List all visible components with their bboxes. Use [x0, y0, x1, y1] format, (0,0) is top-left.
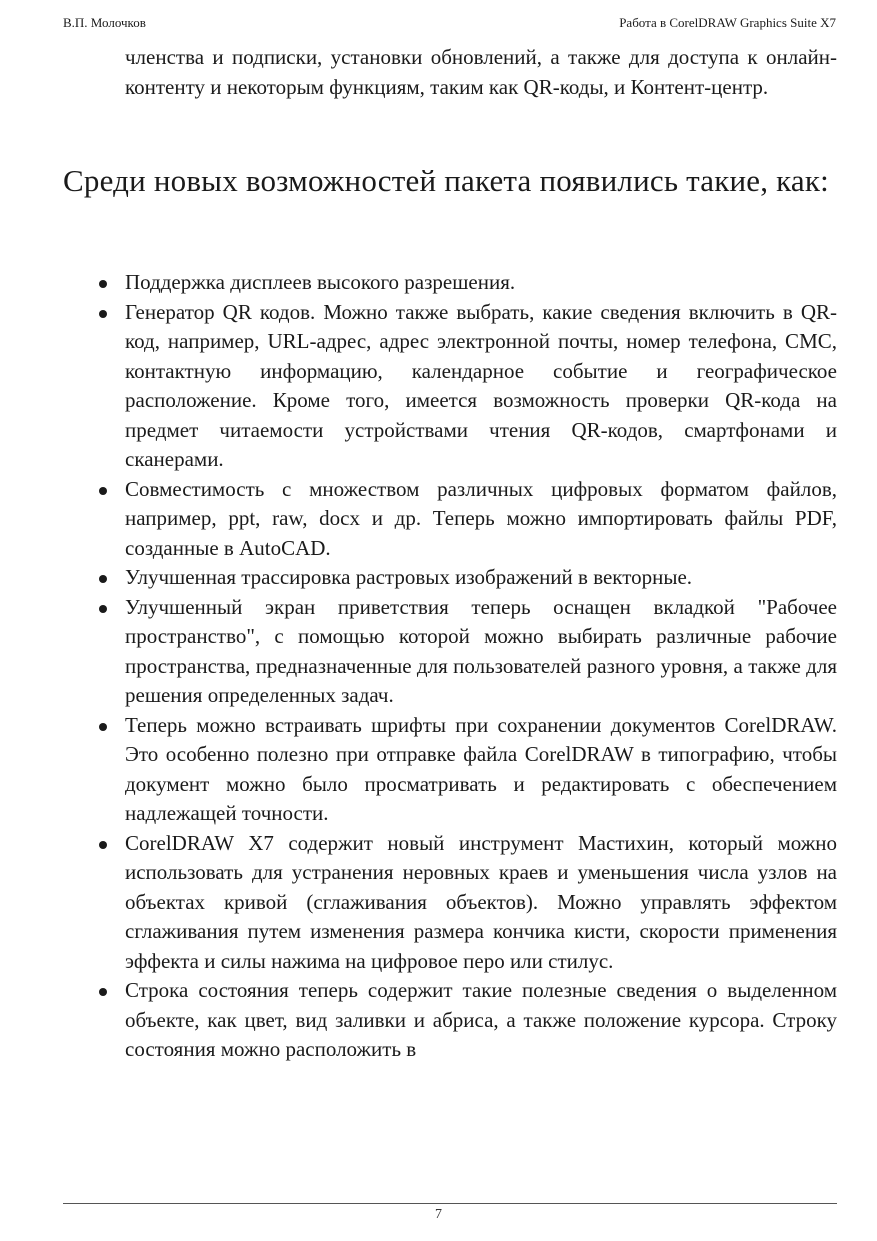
list-item-text: Совместимость с множеством различных цифровых форматом файлов, например, ppt, raw, docx и др. Теперь можно импортировать файлы PDF, созданные в AutoCAD.	[125, 476, 837, 560]
list-item-text: Строка состояния теперь содержит такие полезные сведения о выделенном объекте, как цвет, вид заливки и абриса, а также положение курсора. Строку состояния можно расположить в	[125, 978, 837, 1061]
list-item-text: CorelDRAW X7 содержит новый инструмент Мастихин, который можно использовать для устранения неровных краев и уменьшения числа узлов на объектах кривой (сглаживания объектов). Можно управлять эффектом сглаживания путем изменения размера кончика кисти, скорости применения эффекта и силы нажима на цифровое перо или стилус.	[125, 830, 837, 973]
continued-list-text: членства и подписки, установки обновлений, а также для доступа к онлайн-контенту и некоторым функциям, таким как QR-коды, и Контент-центр.	[125, 45, 837, 99]
list-item-text: Теперь можно встраивать шрифты при сохранении документов CorelDRAW. Это особенно полезно при отправке файла CorelDRAW в типографию, чтобы документ можно было просматривать и редактировать с обеспечением надлежащей точности.	[125, 712, 837, 825]
list-item	[63, 475, 837, 564]
section-heading: Среди новых возможностей пакета появились такие, как:	[63, 163, 829, 198]
running-header-author: В.П. Молочков	[63, 15, 146, 30]
list-item	[63, 829, 837, 977]
bullet-icon	[99, 280, 107, 288]
page-number: 7	[435, 1207, 442, 1222]
features-list	[63, 268, 837, 1065]
list-item-text: Поддержка дисплеев высокого разрешения.	[125, 270, 516, 294]
list-item	[63, 593, 837, 711]
list-item	[63, 711, 837, 829]
footer-divider	[63, 1203, 837, 1204]
list-item	[63, 268, 837, 298]
bullet-icon	[99, 310, 107, 318]
bullet-icon	[99, 605, 107, 613]
bullet-icon	[99, 841, 107, 849]
list-item	[63, 298, 837, 475]
list-item-text: Улучшенный экран приветствия теперь оснащен вкладкой "Рабочее пространство", с помощью которой можно выбирать различные рабочие пространства, предназначенные для пользователей разного уровня, а также для решения определенных задач.	[125, 594, 837, 707]
bullet-icon	[99, 575, 107, 583]
list-item	[63, 563, 837, 593]
bullet-icon	[99, 723, 107, 731]
bullet-icon	[99, 988, 107, 996]
bullet-icon	[99, 487, 107, 495]
running-header-title: Работа в CorelDRAW Graphics Suite X7	[619, 15, 836, 30]
list-item-text: Улучшенная трассировка растровых изображений в векторные.	[125, 565, 693, 589]
list-item-text: Генератор QR кодов. Можно также выбрать, какие сведения включить в QR-код, например, URL-адрес, адрес электронной почты, номер телефона, СМС, контактную информацию, календарное событие и географическое расположение. Кроме того, имеется возможность проверки QR-кода на предмет читаемости устройствами чтения QR-кодов, смартфонами и сканерами.	[125, 299, 837, 471]
list-item	[63, 976, 837, 1065]
